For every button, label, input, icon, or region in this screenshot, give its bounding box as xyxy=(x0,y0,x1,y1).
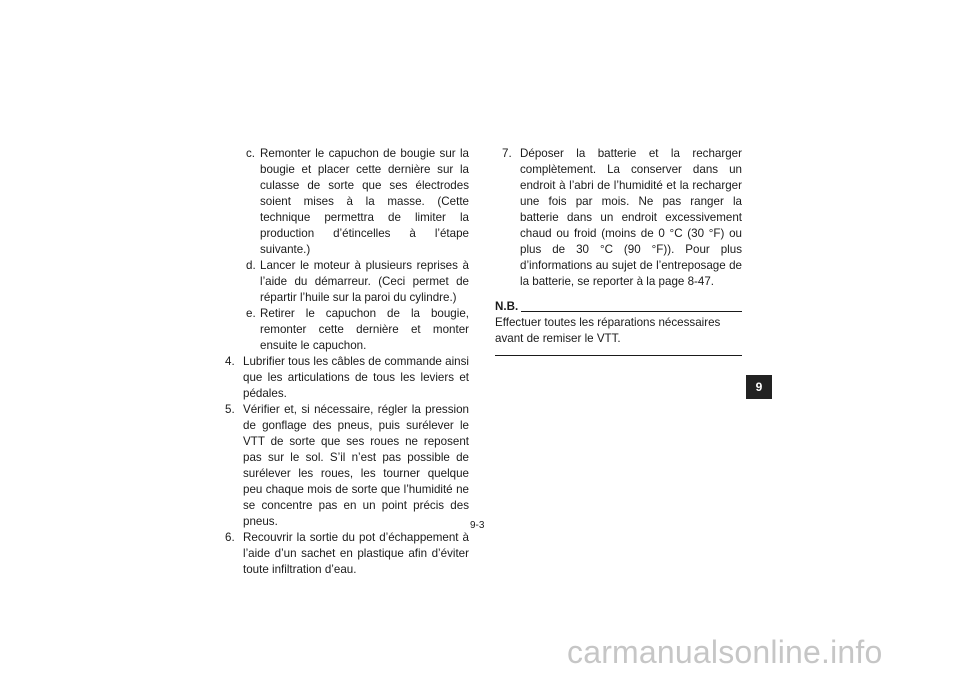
list-item-6 xyxy=(225,530,469,578)
right-column xyxy=(495,146,742,356)
list-item-text: Retirer le capuchon de la bougie, remonter cette dernière et monter ensuite le capuchon. xyxy=(260,307,469,352)
list-item-text: Lancer le moteur à plusieurs reprises à l’aide du démarreur. (Ceci permet de répartir l’huile sur la paroi du cylindre.) xyxy=(260,259,469,304)
page-number: 9-3 xyxy=(470,520,485,531)
note-label: N.B. xyxy=(495,300,519,313)
note-text: Effectuer toutes les réparations nécessaires avant de remiser le VTT. xyxy=(495,316,721,345)
list-marker: e. xyxy=(246,307,256,320)
chapter-tab: 9 xyxy=(746,375,772,399)
list-item-text: Recouvrir la sortie du pot d’échappement à l’aide d’un sachet en plastique afin d’éviter toute infiltration d’eau. xyxy=(243,531,469,576)
list-item-c xyxy=(225,146,469,258)
list-item-text: Vérifier et, si nécessaire, régler la pression de gonflage des pneus, puis surélever le VTT de sorte que ses roues ne reposent pas sur le sol. S’il n’est pas possible de surélever les roues, les tourner quelque peu chaque mois de sorte que l’humidité ne se concentre pas en un point précis des pneus. xyxy=(243,403,469,528)
list-item-e xyxy=(225,306,469,354)
list-marker: 6. xyxy=(225,531,235,544)
list-marker: 5. xyxy=(225,403,235,416)
note-header xyxy=(495,299,742,315)
list-item-text: Remonter le capuchon de bougie sur la bougie et placer cette dernière sur la culasse de sorte que ses électrodes soient mises à la masse. (Cette technique permettra de limiter la production d’étincelles à l’étape suivante.) xyxy=(260,147,469,256)
list-item-5 xyxy=(225,402,469,530)
watermark: carmanualsonline.info xyxy=(567,634,883,670)
list-item-4 xyxy=(225,354,469,402)
note-end-rule xyxy=(495,355,742,356)
list-marker: d. xyxy=(246,259,256,272)
list-marker: c. xyxy=(246,147,256,160)
list-item-7 xyxy=(495,146,742,290)
list-item-text: Lubrifier tous les câbles de commande ainsi que les articulations de tous les leviers et pédales. xyxy=(243,355,469,400)
list-item-d xyxy=(225,258,469,306)
list-item-text: Déposer la batterie et la recharger complètement. La conserver dans un endroit à l’abri de l’humidité et la recharger une fois par mois. Ne pas ranger la batterie dans un endroit excessivement chaud ou froid (moins de 0 °C (30 °F) ou plus de 30 °C (90 °F)). Pour plus d’informations au sujet de l’entreposage de la batterie, se reporter à la page 8-47. xyxy=(520,147,742,288)
list-marker: 4. xyxy=(225,355,235,368)
left-column xyxy=(225,146,469,578)
note-header-rule xyxy=(521,311,742,312)
list-marker: 7. xyxy=(502,147,512,160)
